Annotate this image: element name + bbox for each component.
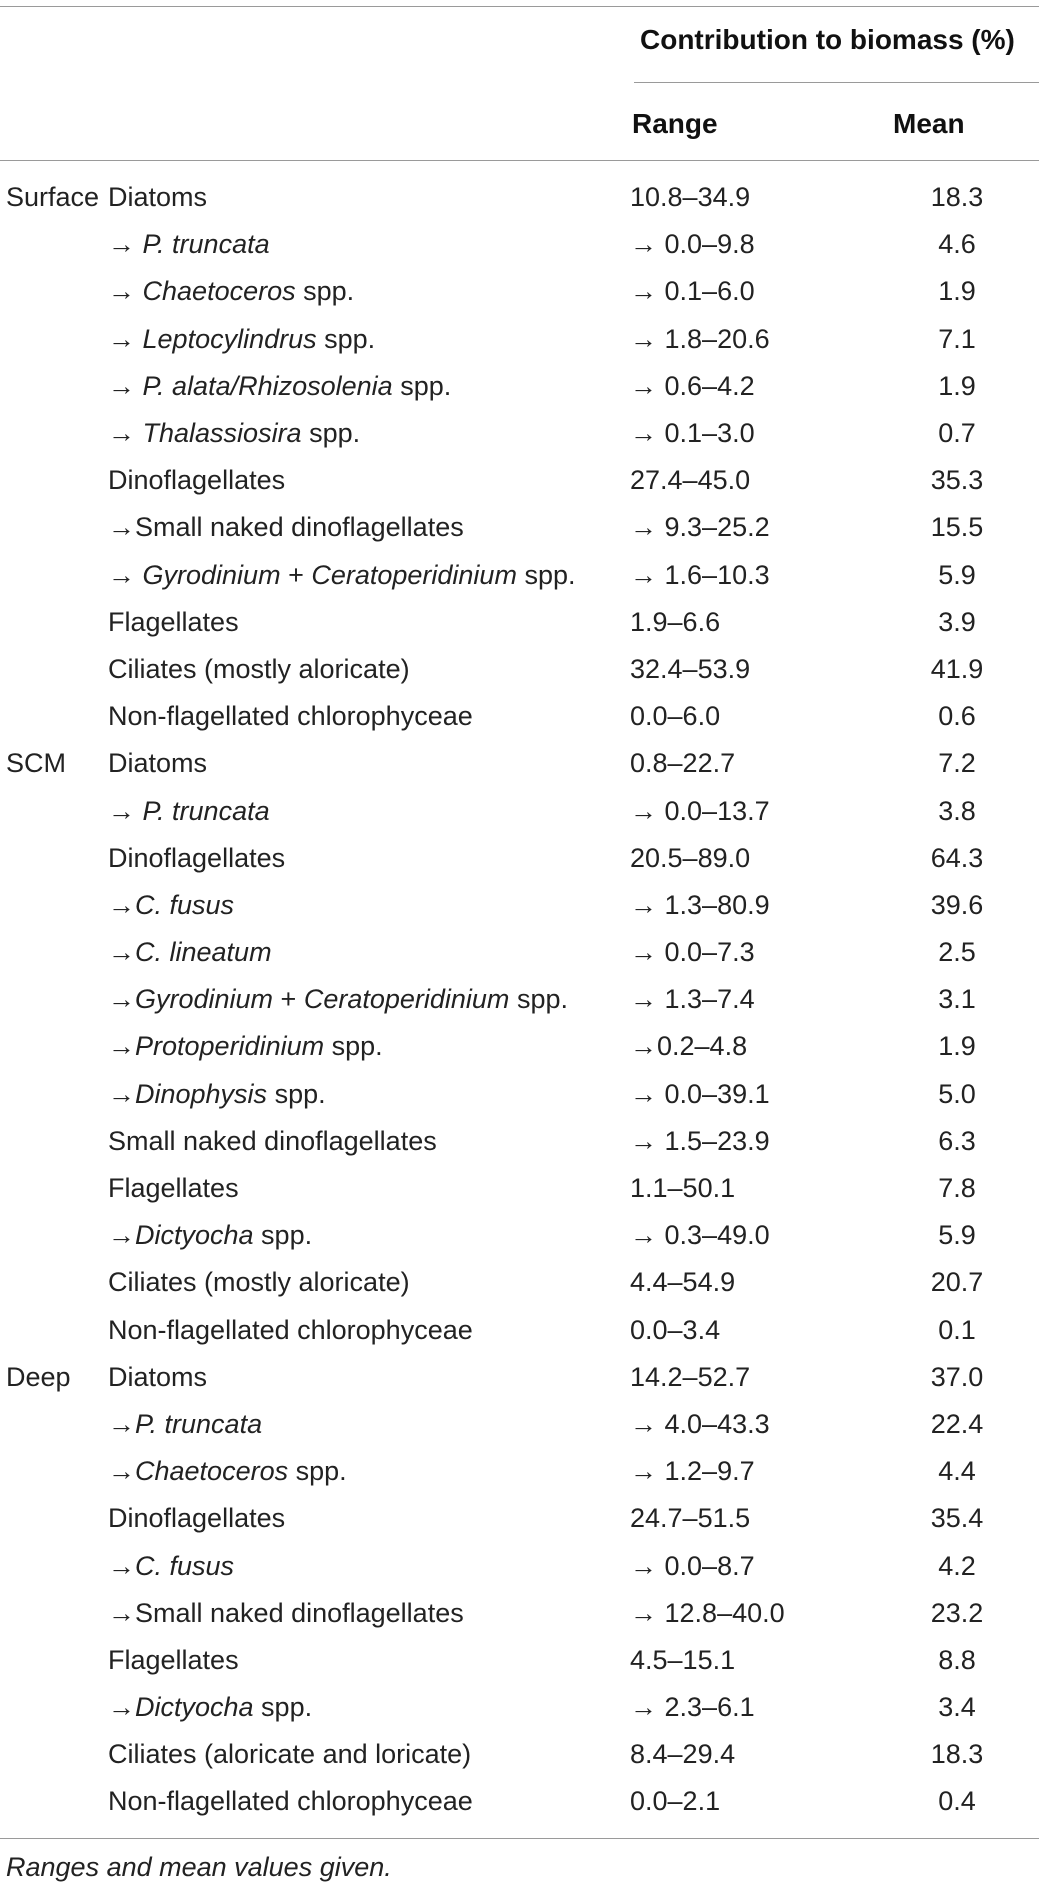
arrow-icon: → (108, 1031, 135, 1062)
arrow-icon: → (630, 276, 657, 307)
header-group-rule (634, 82, 1039, 83)
arrow-icon: → (108, 937, 135, 968)
biomass-table (0, 174, 1039, 1826)
row-mean: 7.1 (938, 323, 976, 354)
table-row (0, 1071, 1039, 1118)
row-mean: 22.4 (930, 1408, 984, 1439)
row-range: 20.5–89.0 (630, 842, 751, 873)
bottom-rule (0, 1838, 1039, 1839)
row-range: 0.0–3.4 (630, 1314, 721, 1345)
row-mean: 5.0 (938, 1078, 976, 1109)
row-range: 4.5–15.1 (630, 1644, 736, 1675)
table-row (0, 976, 1039, 1023)
row-mean: 0.1 (938, 1314, 976, 1345)
row-label: →C. fusus (108, 889, 235, 920)
table-row (0, 1023, 1039, 1070)
arrow-icon: → (630, 512, 657, 543)
row-mean: 2.5 (938, 937, 976, 968)
row-label: Non-flagellated chlorophyceae (108, 701, 473, 732)
arrow-icon: → (108, 370, 135, 401)
row-label: Diatoms (108, 182, 208, 213)
table-row (0, 1542, 1039, 1589)
row-label: Diatoms (108, 1361, 208, 1392)
table-row (0, 457, 1039, 504)
row-mean: 7.8 (938, 1173, 976, 1204)
arrow-icon: → (630, 984, 657, 1015)
table-row (0, 221, 1039, 268)
row-range: 4.4–54.9 (630, 1267, 736, 1298)
arrow-icon: → (108, 229, 135, 260)
row-mean: 7.2 (938, 748, 976, 779)
arrow-icon: → (630, 1078, 657, 1109)
row-range: → 4.0–43.3 (630, 1408, 770, 1439)
row-range: → 9.3–25.2 (630, 512, 770, 543)
arrow-icon: → (108, 418, 135, 449)
row-label: → P. alata/Rhizosolenia spp. (108, 370, 452, 401)
row-range: → 0.0–9.8 (630, 229, 755, 260)
row-label: →Dinophysis spp. (108, 1078, 326, 1109)
row-label: → Leptocylindrus spp. (108, 323, 376, 354)
table-row (0, 410, 1039, 457)
row-label: →Gyrodinium + Ceratoperidinium spp. (108, 984, 568, 1015)
table-row (0, 504, 1039, 551)
table-row (0, 1118, 1039, 1165)
arrow-icon: → (630, 1220, 657, 1251)
row-mean: 1.9 (938, 1031, 976, 1062)
row-mean: 1.9 (938, 370, 976, 401)
row-mean: 23.2 (930, 1597, 984, 1628)
arrow-icon: → (108, 984, 135, 1015)
row-mean: 39.6 (930, 889, 984, 920)
row-range: 1.9–6.6 (630, 606, 721, 637)
row-mean: 8.8 (938, 1644, 976, 1675)
table-row (0, 1637, 1039, 1684)
row-range: 10.8–34.9 (630, 182, 751, 213)
arrow-icon: → (108, 1692, 135, 1723)
row-range: 27.4–45.0 (630, 465, 751, 496)
table-row (0, 882, 1039, 929)
row-label: Non-flagellated chlorophyceae (108, 1314, 473, 1345)
row-mean: 3.4 (938, 1692, 976, 1723)
row-range: → 0.1–6.0 (630, 276, 755, 307)
row-label: → Gyrodinium + Ceratoperidinium spp. (108, 559, 576, 590)
row-range: 1.1–50.1 (630, 1173, 736, 1204)
section-label: SCM (6, 748, 66, 779)
row-label: Dinoflagellates (108, 842, 286, 873)
row-range: → 2.3–6.1 (630, 1692, 755, 1723)
row-range: → 0.3–49.0 (630, 1220, 770, 1251)
row-mean: 3.8 (938, 795, 976, 826)
table-row (0, 1259, 1039, 1306)
arrow-icon: → (630, 889, 657, 920)
row-range: → 1.8–20.6 (630, 323, 770, 354)
table-row (0, 268, 1039, 315)
row-range: → 0.1–3.0 (630, 418, 755, 449)
table-row (0, 1401, 1039, 1448)
row-label: → P. truncata (108, 795, 270, 826)
top-rule (0, 6, 1039, 7)
row-mean: 41.9 (930, 653, 984, 684)
row-label: → Chaetoceros spp. (108, 276, 355, 307)
row-range: → 0.6–4.2 (630, 370, 755, 401)
arrow-icon: → (108, 889, 135, 920)
arrow-icon: → (630, 1692, 657, 1723)
arrow-icon: → (630, 795, 657, 826)
arrow-icon: → (108, 1078, 135, 1109)
row-mean: 3.1 (938, 984, 976, 1015)
header-range: Range (632, 108, 718, 139)
section-label: Surface (6, 182, 100, 213)
table-row (0, 835, 1039, 882)
row-label: →Chaetoceros spp. (108, 1456, 347, 1487)
row-label: Diatoms (108, 748, 208, 779)
row-mean: 4.6 (938, 229, 976, 260)
row-range: 8.4–29.4 (630, 1739, 736, 1770)
arrow-icon: → (630, 323, 657, 354)
header-group-title: Contribution to biomass (%) (640, 24, 1015, 55)
row-label: →Dictyocha spp. (108, 1692, 313, 1723)
row-mean: 4.2 (938, 1550, 976, 1581)
arrow-icon: → (108, 323, 135, 354)
row-range: → 0.0–7.3 (630, 937, 755, 968)
arrow-icon: → (108, 1408, 135, 1439)
row-label: Ciliates (mostly aloricate) (108, 653, 410, 684)
row-label: Flagellates (108, 1644, 239, 1675)
table-row (0, 929, 1039, 976)
table-row (0, 646, 1039, 693)
row-mean: 0.4 (938, 1786, 976, 1817)
arrow-icon: → (108, 276, 135, 307)
row-mean: 6.3 (938, 1125, 976, 1156)
row-mean: 35.4 (930, 1503, 984, 1534)
row-label: Small naked dinoflagellates (108, 1125, 437, 1156)
arrow-icon: → (630, 559, 657, 590)
arrow-icon: → (630, 1456, 657, 1487)
table-row (0, 316, 1039, 363)
table-row (0, 1778, 1039, 1825)
arrow-icon: → (630, 229, 657, 260)
header-mean: Mean (893, 108, 965, 139)
row-range: 0.8–22.7 (630, 748, 736, 779)
arrow-icon: → (108, 1550, 135, 1581)
row-range: → 1.3–7.4 (630, 984, 755, 1015)
row-label: Flagellates (108, 1173, 239, 1204)
table-row (0, 693, 1039, 740)
row-mean: 5.9 (938, 1220, 976, 1251)
arrow-icon: → (630, 1597, 657, 1628)
row-mean: 35.3 (930, 465, 984, 496)
section-label: Deep (6, 1361, 71, 1392)
table-row (0, 174, 1039, 221)
arrow-icon: → (108, 1220, 135, 1251)
arrow-icon: → (630, 1125, 657, 1156)
row-label: →Small naked dinoflagellates (108, 512, 464, 543)
arrow-icon: → (630, 1031, 657, 1062)
row-range: 0.0–2.1 (630, 1786, 721, 1817)
arrow-icon: → (108, 512, 135, 543)
row-range: →0.2–4.8 (630, 1031, 748, 1062)
row-label: → Thalassiosira spp. (108, 418, 361, 449)
table-row (0, 787, 1039, 834)
row-mean: 20.7 (930, 1267, 984, 1298)
table-row (0, 599, 1039, 646)
row-range: → 0.0–8.7 (630, 1550, 755, 1581)
row-range: → 0.0–39.1 (630, 1078, 770, 1109)
row-range: → 1.6–10.3 (630, 559, 770, 590)
header-bottom-rule (0, 160, 1039, 161)
table-row (0, 740, 1039, 787)
row-label: →Protoperidinium spp. (108, 1031, 383, 1062)
row-range: 32.4–53.9 (630, 653, 751, 684)
row-range: 24.7–51.5 (630, 1503, 751, 1534)
row-label: →P. truncata (108, 1408, 263, 1439)
arrow-icon: → (630, 1550, 657, 1581)
arrow-icon: → (108, 1597, 135, 1628)
row-mean: 1.9 (938, 276, 976, 307)
row-label: Ciliates (aloricate and loricate) (108, 1739, 472, 1770)
row-mean: 18.3 (930, 1739, 984, 1770)
row-range: → 12.8–40.0 (630, 1597, 785, 1628)
row-label: →C. lineatum (108, 937, 272, 968)
table-row (0, 1731, 1039, 1778)
row-label: Ciliates (mostly aloricate) (108, 1267, 410, 1298)
row-label: Dinoflagellates (108, 1503, 286, 1534)
row-label: → P. truncata (108, 229, 270, 260)
table-row (0, 1307, 1039, 1354)
row-range: → 1.3–80.9 (630, 889, 770, 920)
row-range: → 0.0–13.7 (630, 795, 770, 826)
row-range: 14.2–52.7 (630, 1361, 751, 1392)
arrow-icon: → (108, 795, 135, 826)
row-label: →Dictyocha spp. (108, 1220, 313, 1251)
arrow-icon: → (630, 370, 657, 401)
arrow-icon: → (630, 418, 657, 449)
table-footnote: Ranges and mean values given. (6, 1852, 392, 1882)
table-row (0, 363, 1039, 410)
table-row (0, 1684, 1039, 1731)
row-mean: 37.0 (930, 1361, 984, 1392)
row-mean: 18.3 (930, 182, 984, 213)
arrow-icon: → (630, 937, 657, 968)
row-range: → 1.5–23.9 (630, 1125, 770, 1156)
table-row (0, 1495, 1039, 1542)
arrow-icon: → (108, 559, 135, 590)
row-mean: 5.9 (938, 559, 976, 590)
row-label: Dinoflagellates (108, 465, 286, 496)
table-row (0, 1448, 1039, 1495)
table-row (0, 552, 1039, 599)
row-label: →C. fusus (108, 1550, 235, 1581)
arrow-icon: → (630, 1408, 657, 1439)
table-row (0, 1354, 1039, 1401)
table-row (0, 1165, 1039, 1212)
row-label: →Small naked dinoflagellates (108, 1597, 464, 1628)
table-row (0, 1212, 1039, 1259)
row-mean: 3.9 (938, 606, 976, 637)
row-range: 0.0–6.0 (630, 701, 721, 732)
row-mean: 15.5 (930, 512, 984, 543)
row-label: Flagellates (108, 606, 239, 637)
row-mean: 4.4 (938, 1456, 976, 1487)
row-range: → 1.2–9.7 (630, 1456, 755, 1487)
row-label: Non-flagellated chlorophyceae (108, 1786, 473, 1817)
arrow-icon: → (108, 1456, 135, 1487)
row-mean: 0.6 (938, 701, 976, 732)
row-mean: 64.3 (930, 842, 984, 873)
table-row (0, 1590, 1039, 1637)
row-mean: 0.7 (938, 418, 976, 449)
